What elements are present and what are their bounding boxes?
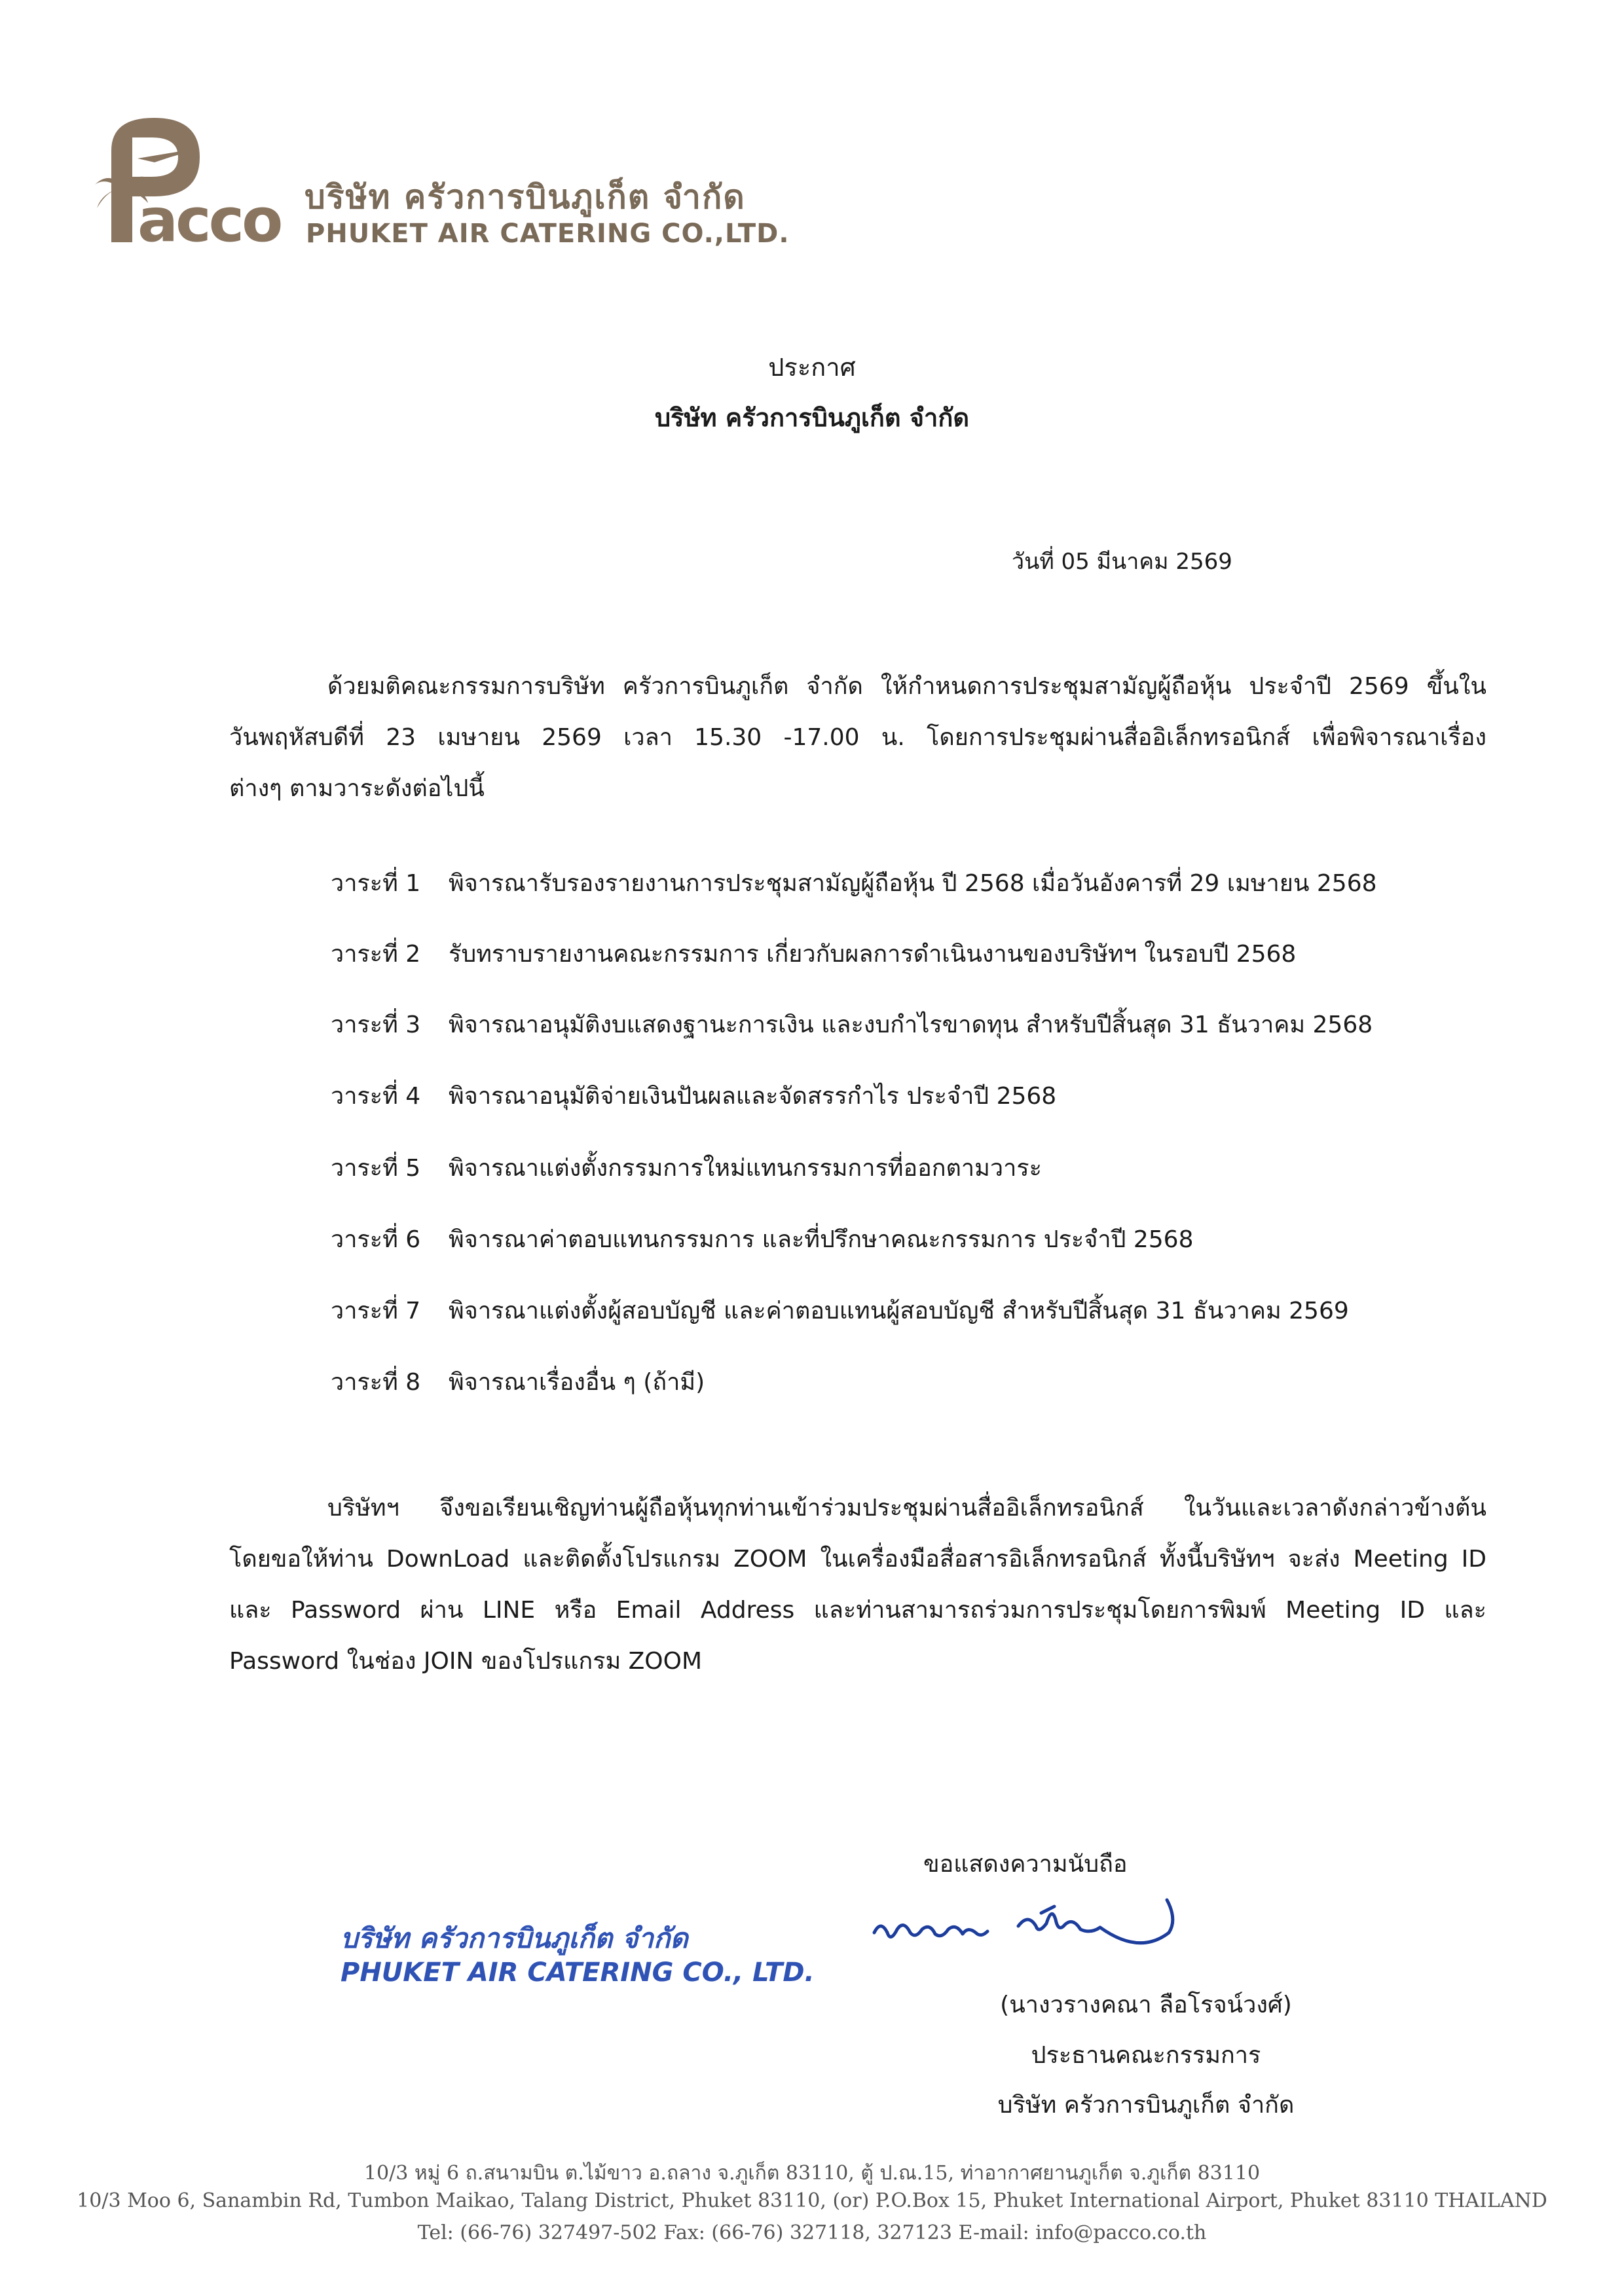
agenda-text: พิจารณาเรื่องอื่น ๆ (ถ้ามี) bbox=[449, 1369, 705, 1396]
agenda-text: พิจารณาแต่งตั้งกรรมการใหม่แทนกรรมการที่ออกตามวาระ bbox=[449, 1155, 1042, 1182]
footer-contact: Tel: (66-76) 327497-502 Fax: (66-76) 327118, 327123 E-mail: info@pacco.co.th bbox=[417, 2221, 1207, 2244]
agenda-number: วาระที่ 1 bbox=[331, 870, 421, 897]
invite-line-1: บริษัทฯ จึงขอเรียนเชิญท่านผู้ถือหุ้นทุกท่านเข้าร่วมประชุมผ่านสื่ออิเล็กทรอนิกส์ ในวันและเวลาดังกล่าวข้างต้น bbox=[327, 1495, 1486, 1522]
intro-line-2: วันพฤหัสบดีที่ 23 เมษายน 2569 เวลา 15.30 -17.00 น. โดยการประชุมผ่านสื่ออิเล็กทรอนิกส์ เพื่อพิจารณาเรื่อง bbox=[229, 724, 1486, 751]
invite-line-4: Password ในช่อง JOIN ของโปรแกรม ZOOM bbox=[229, 1648, 703, 1675]
agenda-text: พิจารณาแต่งตั้งผู้สอบบัญชี และค่าตอบแทนผู้สอบบัญชี สำหรับปีสิ้นสุด 31 ธันวาคม 2569 bbox=[449, 1298, 1349, 1324]
agenda-item bbox=[331, 1363, 705, 1402]
agenda-item bbox=[331, 864, 1377, 903]
footer-address-en: 10/3 Moo 6, Sanambin Rd, Tumbon Maikao, Talang District, Phuket 83110, (or) P.O.Box 15, Phuket International Airport, Phuket 83110 THAILAND bbox=[77, 2189, 1547, 2212]
agenda-number: วาระที่ 6 bbox=[331, 1226, 421, 1253]
footer-address-th: 10/3 หมู่ 6 ถ.สนามบิน ต.ไม้ขาว อ.ถลาง จ.ภูเก็ต 83110, ตู้ ป.ณ.15, ท่าอากาศยานภูเก็ต จ.ภูเก็ต 83110 bbox=[363, 2162, 1261, 2185]
signer-position: ประธานคณะกรรมการ bbox=[1031, 2042, 1261, 2069]
agenda-number: วาระที่ 8 bbox=[331, 1369, 421, 1396]
agenda-text: พิจารณาอนุมัติจ่ายเงินปันผลและจัดสรรกำไร ประจำปี 2568 bbox=[449, 1083, 1057, 1110]
agenda-number: วาระที่ 4 bbox=[331, 1083, 421, 1110]
company-name-th: บริษัท ครัวการบินภูเก็ต จำกัด bbox=[304, 178, 746, 216]
intro-line-1: ด้วยมติคณะกรรมการบริษัท ครัวการบินภูเก็ต จำกัด ให้กำหนดการประชุมสามัญผู้ถือหุ้น ประจำปี 2569 ขึ้นใน bbox=[327, 673, 1486, 700]
pacco-logo bbox=[92, 111, 282, 252]
announcement-company: บริษัท ครัวการบินภูเก็ต จำกัด bbox=[654, 403, 970, 432]
announcement-title: ประกาศ bbox=[768, 353, 856, 382]
agenda-item bbox=[331, 1220, 1193, 1260]
agenda-item bbox=[331, 1077, 1056, 1116]
agenda-item bbox=[331, 1149, 1042, 1188]
company-stamp-en: PHUKET AIR CATERING CO., LTD. bbox=[341, 1958, 815, 1988]
company-name-en: PHUKET AIR CATERING CO.,LTD. bbox=[306, 219, 790, 249]
signer-name: (นางวรางคณา ลือโรจน์วงศ์) bbox=[1000, 1992, 1292, 2018]
svg-text:acco: acco bbox=[138, 185, 281, 252]
signer-company: บริษัท ครัวการบินภูเก็ต จำกัด bbox=[997, 2092, 1295, 2119]
agenda-item bbox=[331, 935, 1296, 974]
intro-paragraph bbox=[229, 661, 1486, 814]
agenda-number: วาระที่ 5 bbox=[331, 1155, 421, 1182]
agenda-text: พิจารณาค่าตอบแทนกรรมการ และที่ปรึกษาคณะกรรมการ ประจำปี 2568 bbox=[449, 1226, 1194, 1253]
invite-line-2: โดยขอให้ท่าน DownLoad และติดตั้งโปรแกรม ZOOM ในเครื่องมือสื่อสารอิเล็กทรอนิกส์ ทั้งนี้บริษัทฯ จะส่ง Meeting ID bbox=[229, 1546, 1486, 1573]
invite-paragraph bbox=[229, 1483, 1486, 1687]
company-stamp-th: บริษัท ครัวการบินภูเก็ต จำกัด bbox=[341, 1922, 688, 1954]
agenda-text: รับทราบรายงานคณะกรรมการ เกี่ยวกับผลการดำเนินงานของบริษัทฯ ในรอบปี 2568 bbox=[449, 941, 1297, 968]
announcement-date: วันที่ 05 มีนาคม 2569 bbox=[1012, 549, 1232, 575]
agenda-text: พิจารณาอนุมัติงบแสดงฐานะการเงิน และงบกำไรขาดทุน สำหรับปีสิ้นสุด 31 ธันวาคม 2568 bbox=[449, 1011, 1373, 1038]
agenda-item bbox=[331, 1292, 1349, 1331]
agenda-number: วาระที่ 3 bbox=[331, 1011, 421, 1038]
invite-line-3: และ Password ผ่าน LINE หรือ Email Address และท่านสามารถร่วมการประชุมโดยการพิมพ์ Meeting ID และ bbox=[229, 1597, 1486, 1624]
agenda-number: วาระที่ 2 bbox=[331, 941, 421, 968]
handwritten-signature bbox=[864, 1893, 1192, 1965]
intro-line-3: ต่างๆ ตามวาระดังต่อไปนี้ bbox=[229, 775, 485, 802]
agenda-number: วาระที่ 7 bbox=[331, 1298, 421, 1324]
agenda-item bbox=[331, 1006, 1373, 1045]
closing-text: ขอแสดงความนับถือ bbox=[923, 1851, 1128, 1878]
agenda-text: พิจารณารับรองรายงานการประชุมสามัญผู้ถือหุ้น ปี 2568 เมื่อวันอังคารที่ 29 เมษายน 2568 bbox=[449, 870, 1377, 897]
